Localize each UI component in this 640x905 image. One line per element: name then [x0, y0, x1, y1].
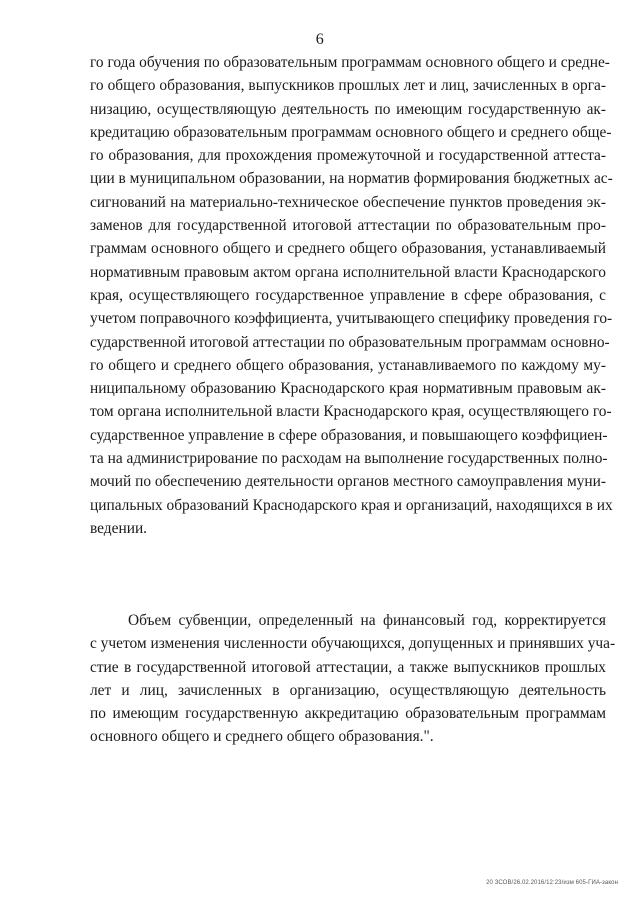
text-line: сударственное управление в сфере образования, и повышающего коэффициен-	[90, 426, 608, 444]
paragraph-continuation	[90, 51, 613, 540]
text-line: нормативным правовым актом органа исполнительной власти Краснодарского	[90, 263, 606, 281]
text-line: стие в государственной итоговой аттестации, а также выпускников прошлых	[90, 658, 606, 676]
text-line: низацию, осуществляющую деятельность по имеющим государственную ак-	[90, 100, 606, 118]
text-line: сударственной итоговой аттестации по образовательным программам основно-	[90, 333, 610, 351]
text-line: по имеющим государственную аккредитацию образовательным программам	[90, 705, 606, 723]
text-line: граммам основного общего и среднего общего образования, устанавливаемый	[90, 240, 606, 258]
text-line: ниципальному образованию Краснодарского края нормативным правовым ак-	[90, 380, 606, 398]
page-number: 6	[315, 31, 325, 48]
text-line: мочий по обеспечению деятельности органов местного самоуправления муни-	[90, 473, 606, 491]
text-line: том органа исполнительной власти Краснодарского края, осуществляющего го-	[90, 403, 612, 421]
text-line: заменов для государственной итоговой аттестации по образовательным про-	[90, 217, 606, 235]
text-line: ведении.	[90, 519, 148, 537]
document-footer-code: 20 ЗСОВ/26.02.2016/12:23/изм 605-ГИА-закон	[486, 880, 618, 886]
text-line: го образования, для прохождения промежуточной и государственной аттеста-	[90, 147, 606, 165]
text-line: го года обучения по образовательным программам основного общего и средне-	[90, 54, 610, 71]
text-line: ципальных образований Краснодарского края и организаций, находящихся в их	[90, 496, 613, 514]
text-line: края, осуществляющего государственное управление в сфере образования, с	[90, 286, 606, 304]
paragraph-subvention-volume	[90, 609, 616, 749]
text-line: основного общего и среднего общего образования.".	[90, 728, 434, 746]
text-line: Объем субвенции, определенный на финансовый год, корректируется	[128, 612, 606, 629]
text-line: та на администрирование по расходам на выполнение государственных полно-	[90, 450, 608, 468]
text-line: го общего и среднего общего образования, устанавливаемого по каждому му-	[90, 356, 606, 374]
text-line: с учетом изменения численности обучающихся, допущенных и принявших уча-	[90, 635, 616, 653]
text-line: сигнований на материально-техническое обеспечение пунктов проведения эк-	[90, 193, 606, 211]
text-line: ции в муниципальном образовании, на норматив формирования бюджетных ас-	[90, 170, 613, 188]
text-line: лет и лиц, зачисленных в организацию, осуществляющую деятельность	[90, 681, 606, 699]
text-line: го общего образования, выпускников прошлых лет и лиц, зачисленных в орга-	[90, 77, 606, 95]
text-line: кредитацию образовательным программам основного общего и среднего обще-	[90, 123, 612, 141]
text-line: учетом поправочного коэффициента, учитывающего специфику проведения го-	[90, 310, 613, 328]
